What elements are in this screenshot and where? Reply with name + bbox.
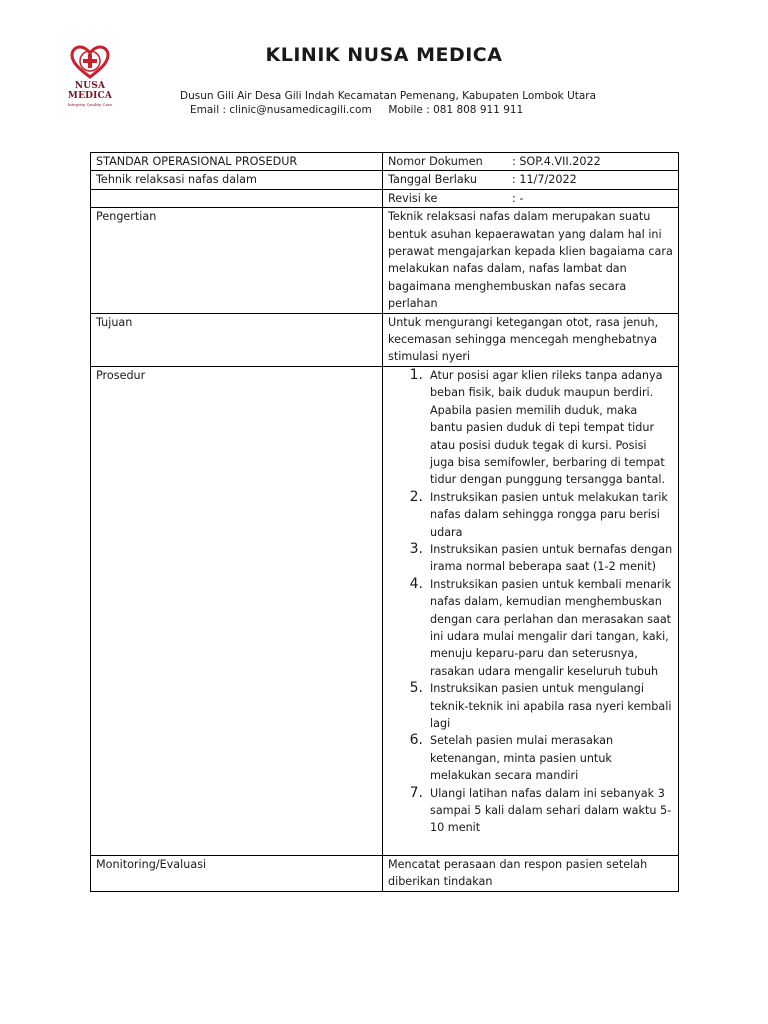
doc-number-value: : SOP.4.VII.2022 bbox=[512, 155, 601, 168]
table-row bbox=[91, 171, 679, 189]
revision-cell bbox=[383, 189, 679, 207]
purpose-label: Tujuan bbox=[91, 313, 383, 366]
clinic-address: Dusun Gili Air Desa Gili Indah Kecamatan Pemenang, Kabupaten Lombok Utara bbox=[180, 90, 597, 102]
procedure-step bbox=[388, 541, 673, 576]
revision-label: Revisi ke bbox=[388, 191, 438, 205]
monitoring-text: Mencatat perasaan dan respon pasien setelah diberikan tindakan bbox=[383, 855, 679, 891]
definition-label: Pengertian bbox=[91, 208, 383, 313]
email-value: clinic@nusamedicagili.com bbox=[229, 104, 372, 116]
step-text: Instruksikan pasien untuk mengulangi teknik-teknik ini apabila rasa nyeri kembali lagi bbox=[430, 682, 672, 730]
step-number: 3. bbox=[409, 540, 423, 557]
procedure-step bbox=[388, 367, 673, 489]
table-row bbox=[91, 313, 679, 366]
doc-number-cell bbox=[383, 153, 679, 171]
table-row bbox=[91, 208, 679, 313]
sop-heading: STANDAR OPERASIONAL PROSEDUR bbox=[91, 153, 383, 171]
step-number: 2. bbox=[409, 488, 423, 505]
purpose-text: Untuk mengurangi ketegangan otot, rasa jenuh, kecemasan sehingga mencegah menghebatnya stimulasi nyeri bbox=[383, 313, 679, 366]
procedure-label: Prosedur bbox=[91, 366, 383, 855]
clinic-title: KLINIK NUSA MEDICA bbox=[265, 44, 503, 66]
step-number: 6. bbox=[409, 732, 423, 749]
procedure-steps-cell bbox=[383, 366, 679, 855]
email-label: Email : bbox=[190, 104, 227, 116]
definition-text: Teknik relaksasi nafas dalam merupakan suatu bentuk asuhan kepaerawatan yang dalam hal ini perawat mengajarkan kepada klien bagaiama cara melakukan nafas dalam, nafas lambat dan bagaimana menghembuskan nafas secara perlahan bbox=[383, 208, 679, 313]
procedure-step bbox=[388, 576, 673, 680]
step-text: Instruksikan pasien untuk melakukan tarik nafas dalam sehingga rongga paru berisi udara bbox=[430, 490, 668, 539]
revision-value: : - bbox=[512, 191, 524, 205]
effective-date-value: : 11/7/2022 bbox=[512, 173, 577, 187]
procedure-step bbox=[388, 680, 673, 732]
step-text: Ulangi latihan nafas dalam ini sebanyak 3 sampai 5 kali dalam sehari dalam waktu 5-10 menit bbox=[430, 786, 672, 835]
mobile-value: 081 808 911 911 bbox=[433, 104, 524, 116]
table-row bbox=[91, 153, 679, 171]
doc-number-label: Nomor Dokumen bbox=[388, 155, 483, 168]
monitoring-label: Monitoring/Evaluasi bbox=[91, 855, 383, 891]
sop-name: Tehnik relaksasi nafas dalam bbox=[91, 171, 383, 189]
step-text: Setelah pasien mulai merasakan ketenangan, minta pasien untuk melakukan secara mandiri bbox=[430, 734, 614, 783]
step-number: 5. bbox=[409, 680, 423, 697]
mobile-label: Mobile : bbox=[388, 104, 430, 116]
logo-name: NUSA MEDICA bbox=[67, 81, 113, 101]
effective-date-cell bbox=[383, 171, 679, 189]
procedure-step bbox=[388, 785, 673, 837]
procedure-step bbox=[388, 489, 673, 541]
table-row bbox=[91, 855, 679, 891]
effective-date-label: Tanggal Berlaku bbox=[388, 173, 477, 187]
step-text: Atur posisi agar klien rileks tanpa adanya beban fisik, baik duduk maupun berdiri. Apabila pasien memilih duduk, maka bantu pasien duduk di tepi tempat tidur atau posisi duduk tegak di kursi. Posisi juga bisa semifowler, berbaring di tempat tidur dengan punggung tersangga bantal. bbox=[430, 368, 666, 487]
empty-cell bbox=[91, 189, 383, 207]
clinic-contact bbox=[190, 104, 523, 116]
procedure-steps bbox=[388, 367, 673, 837]
procedure-step bbox=[388, 732, 673, 784]
table-row bbox=[91, 189, 679, 207]
step-number: 7. bbox=[409, 784, 423, 801]
sop-table bbox=[90, 152, 679, 892]
step-number: 4. bbox=[409, 575, 423, 592]
logo-tagline: Integrity Quality Care bbox=[67, 102, 113, 107]
table-row bbox=[91, 366, 679, 855]
step-text: Instruksikan pasien untuk bernafas dengan irama normal beberapa saat (1-2 menit) bbox=[430, 542, 673, 574]
step-number: 1. bbox=[409, 366, 423, 383]
step-text: Instruksikan pasien untuk kembali menarik nafas dalam, kemudian menghembuskan dengan cara perlahan dan merasakan saat ini udara mulai mengalir dari tangan, kaki, menuju keparu-paru dan seterusnya, rasakan udara mengalir keseluruh tubuh bbox=[430, 577, 672, 678]
